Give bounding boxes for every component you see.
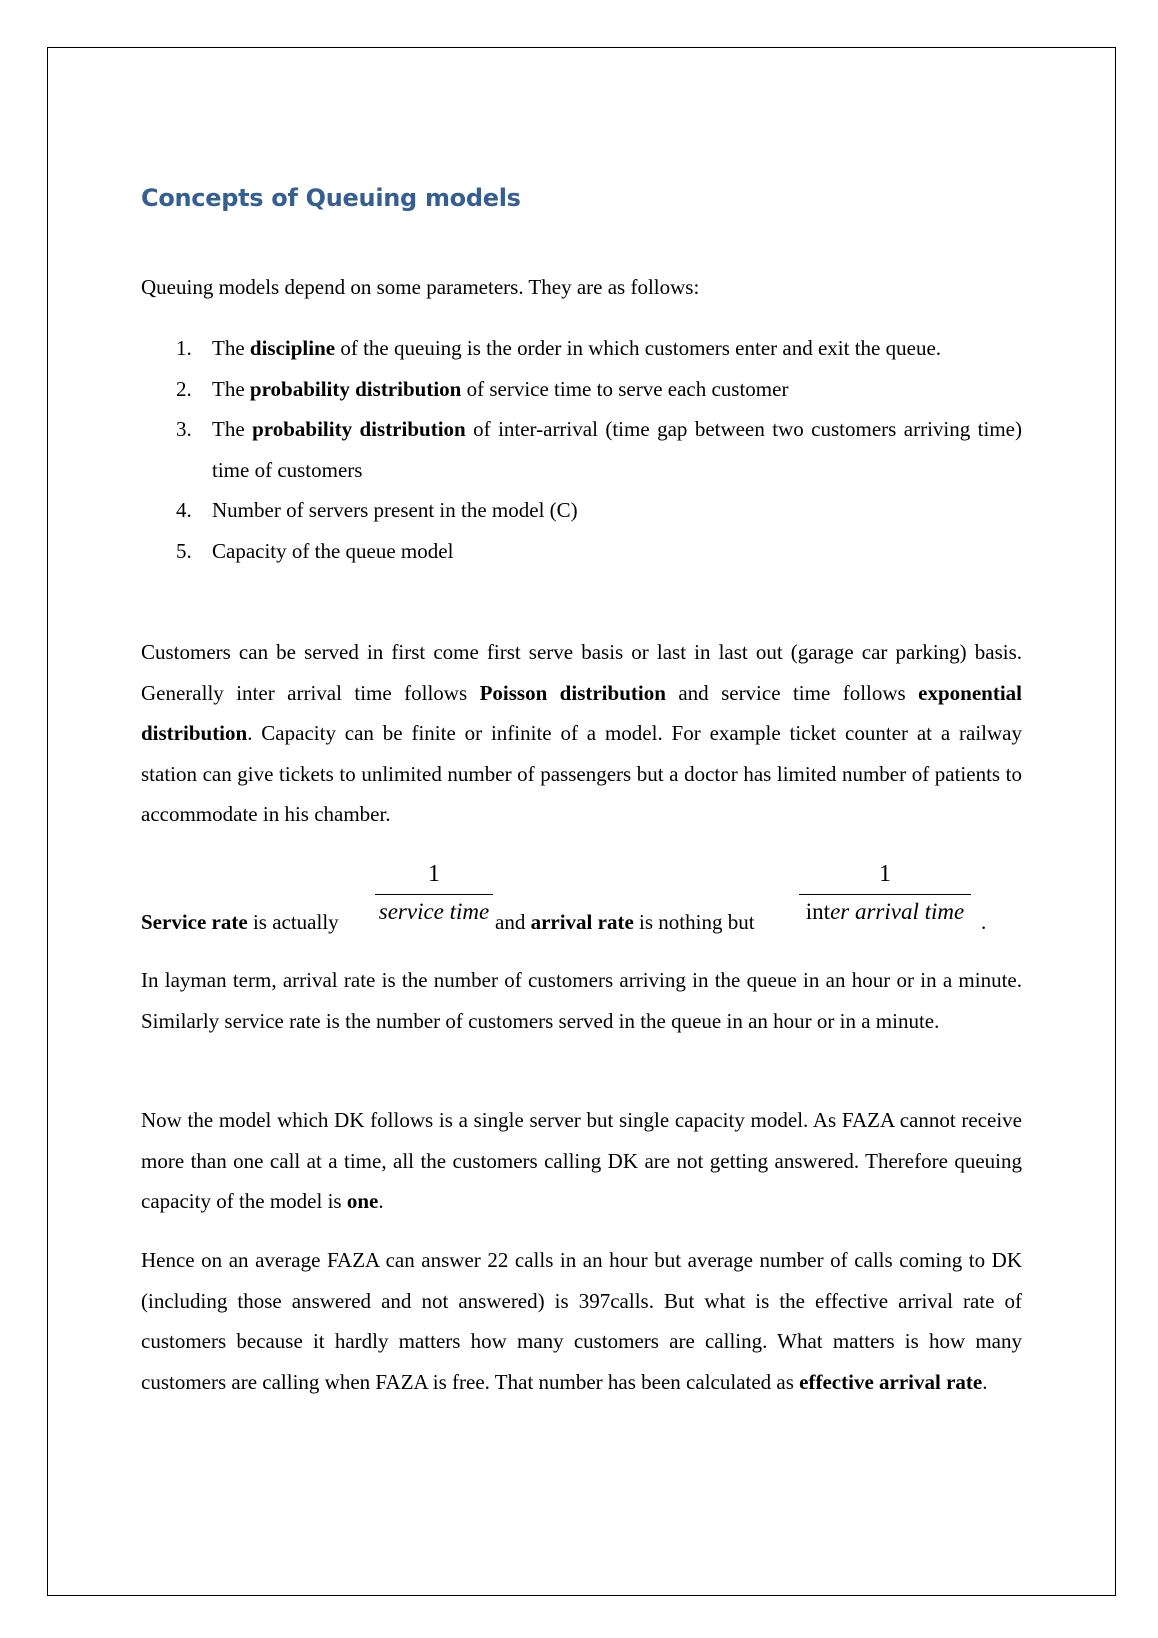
arrival-denominator: inter arrival time bbox=[805, 899, 965, 924]
list-number: 5. bbox=[176, 538, 192, 563]
parameter-list bbox=[141, 328, 1022, 571]
effective-rate-paragraph: Hence on an average FAZA can answer 22 calls in an hour but average number of calls coming to DK (including those answered and not answered) is 397calls. But what is the effective arrival rate of customers because it hardly matters how many customers are calling. What matters is how many customers are calling when FAZA is free. That number has been calculated as effective arrival rate. bbox=[141, 1248, 1022, 1394]
model-paragraph: Now the model which DK follows is a single server but single capacity model. As FAZA cannot receive more than one call at a time, all the customers calling DK are not getting answered. Therefore queuing capacity of the model is one. bbox=[141, 1108, 1022, 1213]
service-rate-fraction bbox=[375, 858, 493, 929]
list-number: 2. bbox=[176, 376, 192, 401]
service-rate-label: Service rate bbox=[141, 910, 248, 934]
arrival-numerator: 1 bbox=[879, 861, 891, 887]
list-item: 1. The discipline of the queuing is the order in which customers enter and exit the queue. bbox=[141, 328, 1022, 369]
intro-paragraph: Queuing models depend on some parameters. They are as follows: bbox=[141, 275, 700, 299]
arrival-rate-label: arrival rate bbox=[530, 910, 634, 934]
list-number: 1. bbox=[176, 336, 192, 360]
arrival-rate-fraction bbox=[799, 858, 971, 929]
page-title: Concepts of Queuing models bbox=[141, 184, 521, 212]
rate-formula-line: Service rate is actually 1 service time and arrival rate is nothing but 1 inter arrival time . bbox=[141, 858, 1022, 968]
distribution-paragraph: Customers can be served in first come first serve basis or last in last out (garage car parking) basis. Generally inter arrival time follows Poisson distribution and service time follows exponential distribution. Capacity can be finite or infinite of a model. For example ticket counter at a railway station can give tickets to unlimited number of passengers but a doctor has limited number of patients to accommodate in his chamber. bbox=[141, 640, 1023, 826]
list-number: 4. bbox=[176, 498, 192, 522]
formula-end: . bbox=[981, 910, 987, 934]
list-item: 4. Number of servers present in the model (C) bbox=[141, 490, 1022, 531]
list-number: 3. bbox=[176, 417, 192, 441]
list-item: 3. The probability distribution of inter-arrival (time gap between two customers arriving time) time of customers bbox=[141, 409, 1022, 490]
service-denominator: service time bbox=[378, 899, 490, 924]
list-item: 5. Capacity of the queue model bbox=[141, 531, 1022, 572]
service-numerator: 1 bbox=[428, 861, 440, 887]
list-item: 2. The probability distribution of service time to serve each customer bbox=[141, 369, 1022, 410]
layman-paragraph: In layman term, arrival rate is the number of customers arriving in the queue in an hour or in a minute. Similarly service rate is the number of customers served in the queue in an hour or in a minute. bbox=[141, 968, 1022, 1033]
